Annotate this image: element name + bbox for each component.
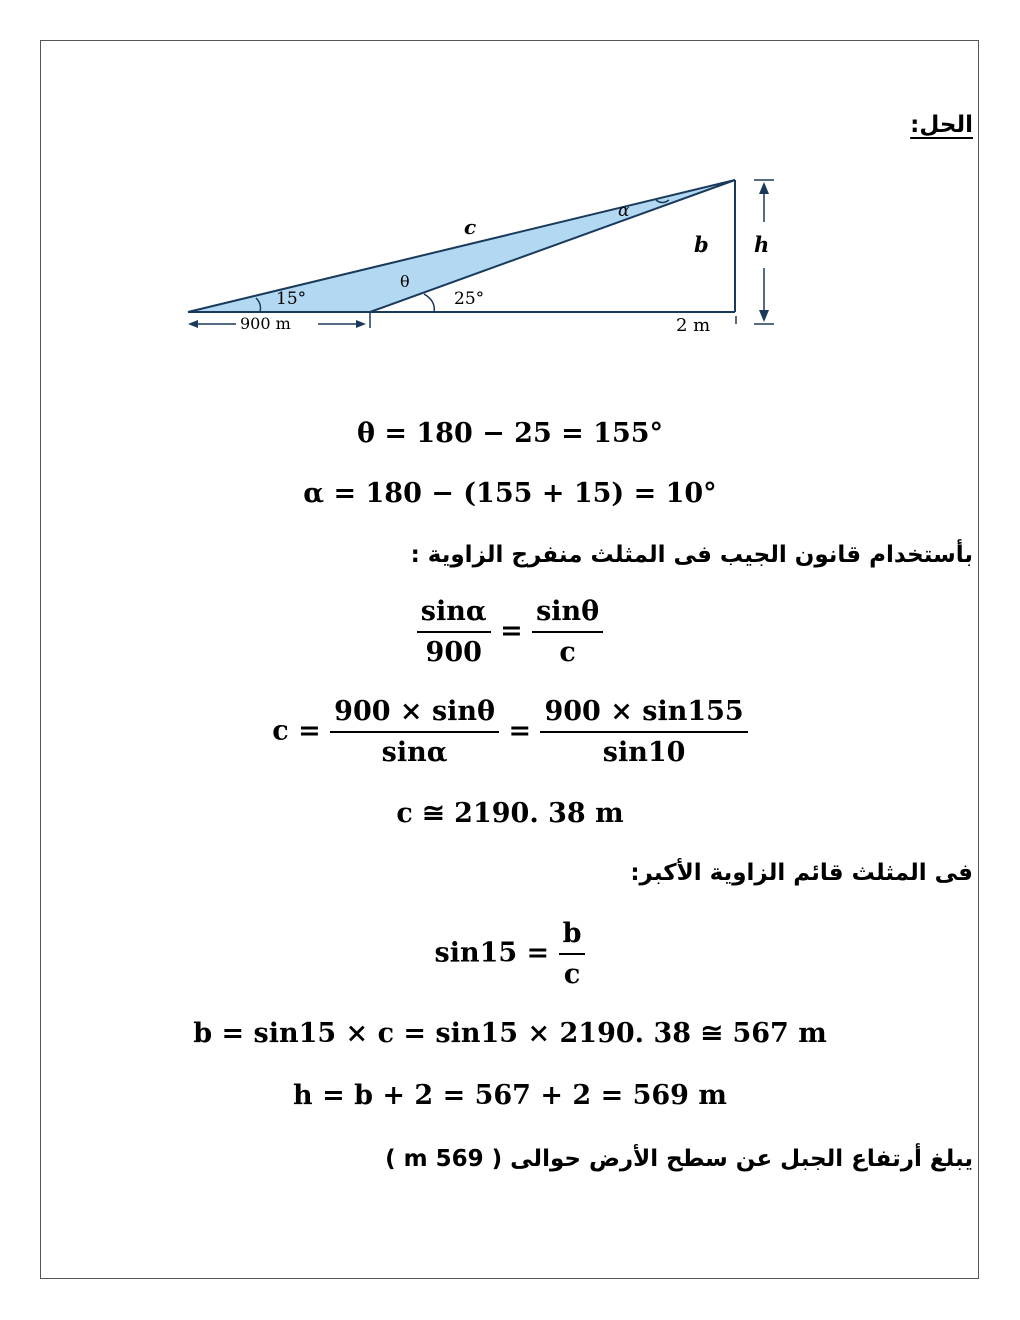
fraction-left-num: sinα — [417, 596, 491, 633]
label-h: h — [754, 232, 770, 257]
label-alpha: α — [618, 201, 630, 221]
fraction-b-over-c — [559, 918, 586, 990]
fraction-right-num: sinθ — [532, 596, 603, 633]
fraction-b-num: b — [559, 918, 586, 955]
label-2m: 2 m — [676, 315, 711, 336]
equation-theta: θ = 180 − 25 = 155° — [356, 418, 664, 449]
fraction-c-1-den: sinα — [381, 737, 448, 768]
equation-b: b = sin15 × c = sin15 × 2190. 38 ≅ 567 m — [193, 1018, 827, 1049]
triangle-diagram — [180, 170, 780, 340]
equation-sin15 — [0, 918, 1020, 990]
arc-25 — [424, 294, 434, 312]
h-arrowhead-up — [759, 182, 769, 194]
equals-sign: = — [500, 615, 523, 647]
fraction-c-den: c — [563, 959, 581, 990]
label-900: 900 m — [240, 314, 291, 333]
fraction-c-1-num: 900 × sinθ — [330, 696, 499, 733]
equation-c — [0, 696, 1020, 768]
equation-sin15-lhs: sin15 = — [434, 937, 550, 969]
solution-heading: الحل: — [910, 112, 973, 138]
arrowhead-900-left — [188, 320, 198, 328]
h-arrowhead-down — [759, 310, 769, 322]
fraction-c-2 — [540, 696, 747, 768]
label-15: 15° — [276, 289, 307, 309]
equation-c-result: c ≅ 2190. 38 m — [396, 798, 624, 829]
equals-sign: = — [508, 715, 532, 747]
sine-law-text: بأستخدام قانون الجيب فى المثلث منفرج الزاوية : — [410, 542, 973, 568]
equation-alpha: α = 180 − (155 + 15) = 10° — [303, 478, 717, 509]
label-25: 25° — [454, 289, 485, 309]
fraction-right — [532, 596, 603, 668]
label-theta: θ — [400, 272, 410, 291]
equation-sine-law — [0, 596, 1020, 668]
arrowhead-900-right — [356, 320, 366, 328]
label-b: b — [694, 232, 709, 257]
fraction-left — [417, 596, 491, 668]
fraction-c-2-den: sin10 — [602, 737, 686, 768]
conclusion-text: يبلغ أرتفاع الجبل عن سطح الأرض حوالى ( 569 m ) — [385, 1146, 973, 1172]
fraction-right-den: c — [559, 637, 576, 668]
equation-h: h = b + 2 = 567 + 2 = 569 m — [293, 1080, 727, 1111]
equation-c-lhs: c = — [272, 715, 321, 747]
fraction-c-2-num: 900 × sin155 — [540, 696, 747, 733]
fraction-left-den: 900 — [425, 637, 482, 668]
fraction-c-1 — [330, 696, 499, 768]
label-c: c — [464, 215, 477, 239]
right-triangle-text: فى المثلث قائم الزاوية الأكبر: — [630, 860, 973, 886]
